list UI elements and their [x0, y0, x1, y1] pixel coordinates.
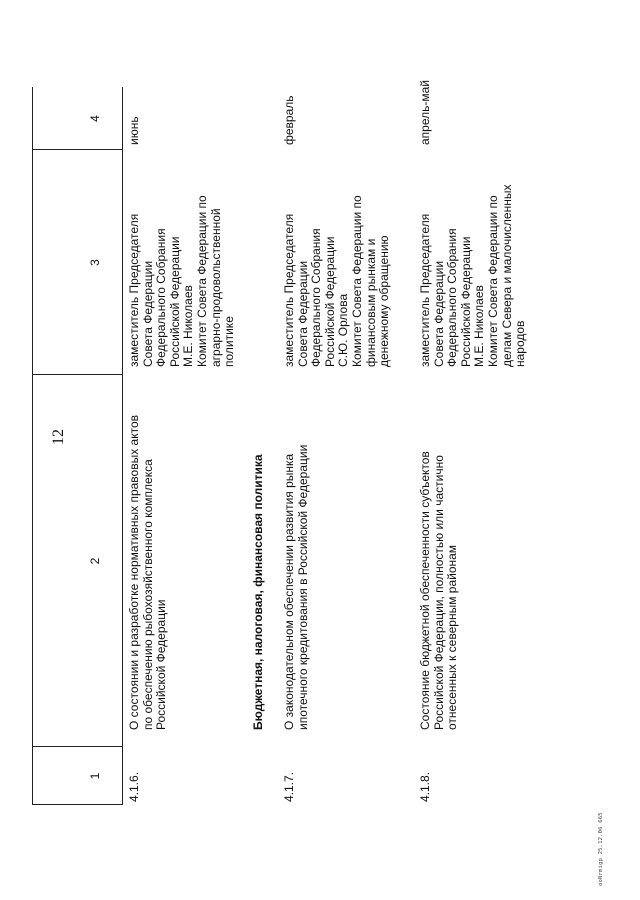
column-header-4: 4	[88, 115, 102, 122]
row-date: апрель-май	[418, 80, 432, 145]
section-title: Бюджетная, налоговая, финансовая политика	[251, 454, 265, 730]
column-header-1: 1	[88, 772, 102, 780]
row-topic: О законодательном обеспечении развития рынка ипотечного кредитования в Российской Федерации	[282, 444, 310, 730]
column-header-2: 2	[88, 557, 102, 565]
page-number: 12	[50, 429, 67, 445]
row-date: июнь	[127, 116, 141, 145]
row-responsible: заместитель Председателя Совета Федерации Федерального Собрания Российской Федерации М.Е. Николаев Комитет Совета Федерации по аграрно-продовольственной политике	[127, 195, 237, 367]
row-number: 4.1.6.	[127, 771, 141, 802]
column-header-3: 3	[88, 259, 102, 266]
row-topic: Состояние бюджетной обеспеченности субъектов Российской Федерации, полностью или частично отнесенных к северным районам	[418, 451, 460, 730]
table-left-border	[32, 804, 122, 805]
row-date: февраль	[282, 95, 296, 145]
col-divider-2	[32, 374, 122, 375]
row-number: 4.1.8.	[418, 771, 432, 802]
row-responsible: заместитель Председателя Совета Федерации Федерального Собрания Российской Федерации М.Е. Николаев Комитет Совета Федерации по делам Севера и малочисленных народов	[418, 184, 528, 367]
row-responsible: заместитель Председателя Совета Федерации Федерального Собрания Российской Федерации С.Ю. Орлова Комитет Совета Федерации по финансовым рынкам и денежному обращению	[282, 195, 392, 367]
table-header-bottom-border	[122, 87, 123, 805]
col-divider-1	[32, 746, 122, 747]
row-topic: О состоянии и разработке нормативных правовых актов по обеспечению рыбохозяйственного комплекса Российской Федерации	[127, 414, 169, 730]
row-number: 4.1.7.	[282, 771, 296, 802]
document-stamp: ooNrmigp 25.12.06 665	[598, 812, 604, 886]
col-divider-3	[32, 149, 122, 150]
table-top-border	[32, 87, 33, 805]
